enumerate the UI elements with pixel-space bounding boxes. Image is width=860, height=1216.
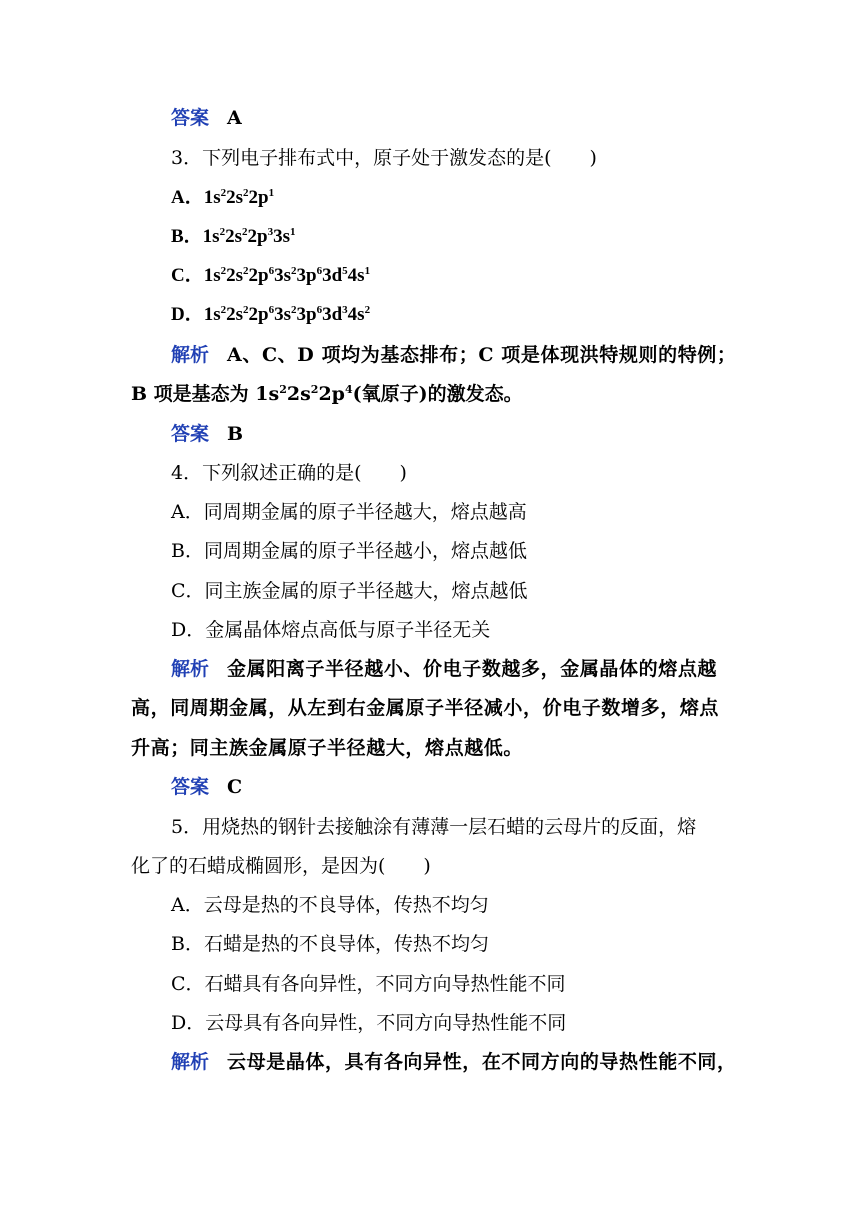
answer-value: A — [227, 107, 242, 129]
analysis-3-line-1 — [0, 343, 860, 367]
question-3-stem — [0, 146, 860, 170]
question-4-stem: 4．下列叙述正确的是( ) — [171, 462, 407, 484]
question-5-stem-line-2: 化了的石蜡成椭圆形，是因为( ) — [131, 855, 431, 877]
analysis-3-line-2: B 项是基态为 $1s^22s^22p^4$(氧原子)的激发态。 — [131, 383, 523, 405]
analysis-text: 云母是晶体，具有各向异性，在不同方向的导热性能不同， — [227, 1051, 737, 1073]
analysis-4-line-1 — [0, 657, 860, 681]
answer-value: B — [227, 423, 244, 445]
answer-value: C — [227, 776, 243, 798]
analysis-label: 解析 — [171, 658, 210, 680]
question-3-option-d: D．$1s^22s^22p^63s^23p^63d^34s^2$ — [171, 304, 371, 325]
analysis-5-line-1 — [0, 1050, 860, 1074]
question-3-option-c: C．$1s^22s^22p^63s^23p^63d^54s^1$ — [171, 265, 371, 286]
answer-4 — [0, 775, 860, 799]
question-text: 3．下列电子排布式中，原子处于激发态的是( ) — [171, 147, 597, 169]
question-4-option-b: B．同周期金属的原子半径越小，熔点越低 — [171, 540, 527, 562]
question-5-option-a: A．云母是热的不良导体，传热不均匀 — [171, 894, 489, 916]
analysis-text: 金属阳离子半径越小、价电子数越多，金属晶体的熔点越 — [227, 658, 718, 680]
answer-3 — [0, 422, 860, 446]
answer-label: 答案 — [171, 776, 210, 798]
question-3-option-b: B．$1s^22s^22p^33s^1$ — [171, 226, 296, 247]
answer-label: 答案 — [171, 107, 210, 129]
answer-label: 答案 — [171, 423, 210, 445]
question-5-option-d: D．云母具有各向异性，不同方向导热性能不同 — [171, 1012, 567, 1034]
analysis-4-line-2: 高，同周期金属，从左到右金属原子半径减小，价电子数增多，熔点 — [131, 697, 720, 719]
question-3-option-a: A．$1s^22s^22p^1$ — [171, 187, 275, 208]
analysis-4-line-3: 升高；同主族金属原子半径越大，熔点越低。 — [131, 737, 524, 759]
question-4-option-a: A．同周期金属的原子半径越大，熔点越高 — [171, 501, 527, 523]
question-5-option-c: C．石蜡具有各向异性，不同方向导热性能不同 — [171, 973, 566, 995]
answer-2 — [0, 106, 860, 130]
question-5-stem-line-1: 5．用烧热的钢针去接触涂有薄薄一层石蜡的云母片的反面，熔 — [171, 816, 697, 838]
analysis-label: 解析 — [171, 1051, 210, 1073]
question-4-option-c: C．同主族金属的原子半径越大，熔点越低 — [171, 580, 528, 602]
question-4-option-d: D．金属晶体熔点高低与原子半径无关 — [171, 619, 491, 641]
analysis-label: 解析 — [171, 344, 210, 366]
analysis-text: A、C、D 项均为基态排布；C 项是体现洪特规则的特例； — [227, 344, 737, 366]
question-5-option-b: B．石蜡是热的不良导体，传热不均匀 — [171, 933, 489, 955]
